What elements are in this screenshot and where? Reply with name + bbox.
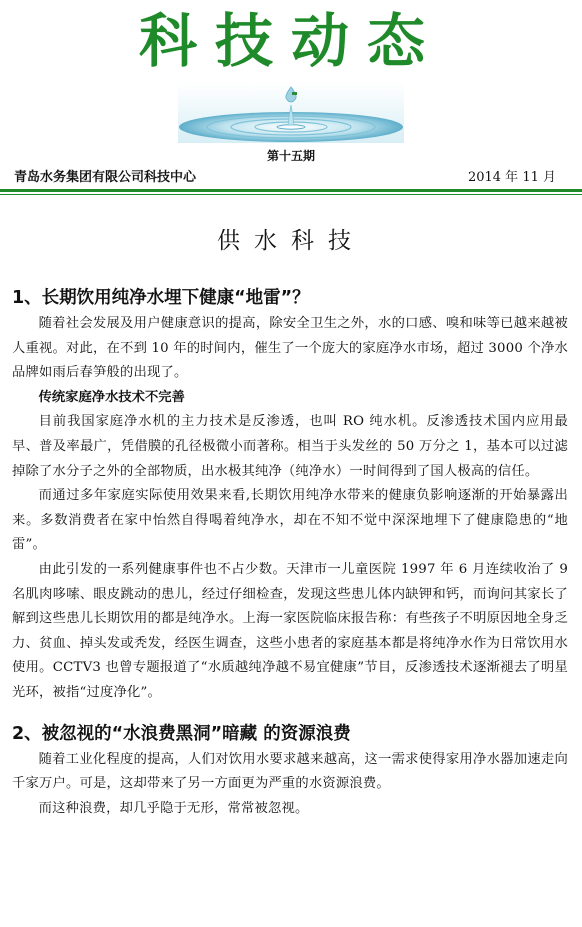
header-rule-thick (0, 189, 582, 192)
masthead-title: 科技动态 (138, 7, 443, 75)
paragraph: 目前我国家庭净水机的主力技术是反渗透，也叫 RO 纯水机。反渗透技术国内应用最早、普及率最广，凭借膜的孔径极微小而著称。相当于头发丝的 50 万分之 1，基本可以过滤掉除了水分子之外的全部物质，出水极其纯净（纯净水）一时间得到了国人极高的信任。 (12, 414, 568, 479)
organization-name: 青岛水务集团有限公司科技中心 (14, 170, 197, 185)
section-title: 供水科技 (217, 228, 365, 254)
paragraph: 而这种浪费，却几乎隐于无形，常常被忽视。 (38, 800, 309, 816)
article-heading: 1、长期饮用纯净水埋下健康“地雷”？ (12, 288, 310, 308)
article-heading: 2、被忽视的“水浪费黑洞”暗藏 的资源浪费 (12, 723, 351, 744)
paragraph: 由此引发的一系列健康事件也不占少数。天津市一儿童医院 1997 年 6 月连续收治了 9 名肌肉哆嗦、眼皮跳动的患儿，经过仔细检查，发现这些患儿体内缺钾和钙，而询问其家长了解到这些患儿长期饮用的都是纯净水。上海一家医院临床报告称：有些孩子不明原因地全身乏力、贫血、掉头发或秃发，经医生调查，这些小患者的家庭基本都是将纯净水作为日常饮用水使用。CCTV3 也曾专题报道了“水质越纯净越不易宜健康”节目，反渗透技术逐渐褪去了明星光环，被指“过度净化”。 (12, 561, 568, 700)
water-drop-banner-image (178, 83, 404, 143)
article-body (12, 284, 568, 821)
paragraph: 随着社会发展及用户健康意识的提高，除安全卫生之外，水的口感、嗅和味等已越来越被人重视。对此，在不到 10 年的时间内，催生了一个庞大的家庭净水市场，超过 3000 个净水品牌如雨后春笋般的出现了。 (12, 316, 568, 381)
publication-date: 2014 年 11 月 (467, 170, 556, 185)
paragraph: 随着工业化程度的提高，人们对饮用水要求越来越高，这一需求使得家用净水器加速走向千家万户。可是，这却带来了另一方面更为严重的水资源浪费。 (12, 751, 568, 792)
paragraph: 而通过多年家庭实际使用效果来看,长期饮用纯净水带来的健康负影响逐渐的开始暴露出来。多数消费者在家中怡然自得喝着纯净水，却在不知不觉中深深地埋下了健康隐患的“地雷”。 (12, 488, 568, 553)
subheading: 传统家庭净水技术不完善 (38, 389, 185, 405)
header-rule-thin (0, 194, 582, 195)
issue-number: 第十五期 (266, 149, 315, 163)
